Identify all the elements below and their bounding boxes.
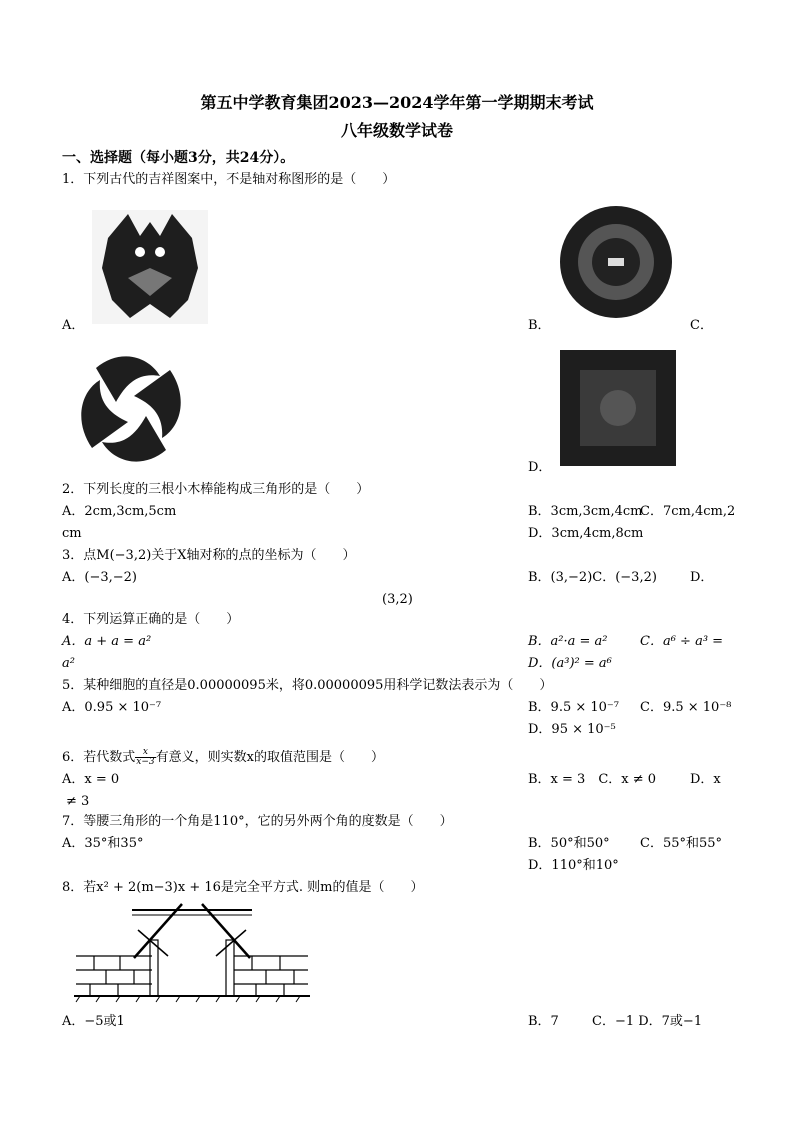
question-1-option-d[interactable]: D．: [528, 460, 552, 475]
question-4-option-c[interactable]: C．a⁶ ÷ a³ =: [640, 634, 724, 649]
question-6-stem: [62, 748, 384, 767]
question-3-option-d-continued: (3,2): [382, 592, 413, 607]
question-4-option-a[interactable]: A．a + a = a²: [62, 634, 152, 649]
question-6-option-d-continued: ≠ 3: [66, 794, 90, 809]
question-8-stem: 8．若x² + 2(m−3)x + 16是完全平方式. 则m的值是（ ）: [62, 880, 424, 895]
question-2-stem: 2．下列长度的三根小木棒能构成三角形的是（ ）: [62, 482, 370, 497]
question-6-fraction: [135, 748, 155, 767]
question-4-option-b[interactable]: B．a²·a = a²: [528, 634, 608, 649]
question-8-option-a[interactable]: A．−5或1: [62, 1014, 125, 1029]
question-4-option-c-continued: a²: [62, 656, 75, 671]
question-8-option-c-d[interactable]: C．−1 D．7或−1: [592, 1014, 703, 1029]
question-1-stem: 1．下列古代的吉祥图案中，不是轴对称图形的是（ ）: [62, 172, 396, 187]
question-7-option-a[interactable]: A．35°和35°: [62, 836, 144, 851]
brick-wall-gate-figure: [72, 900, 312, 1006]
question-3-option-a[interactable]: A．(−3,−2): [62, 570, 137, 585]
question-1-option-a[interactable]: A．: [62, 318, 85, 333]
question-1-option-b[interactable]: B．: [528, 318, 551, 333]
question-5-option-a[interactable]: A．0.95 × 10⁻⁷: [62, 700, 162, 715]
exam-title: 第五中学教育集团2023—2024学年第一学期期末考试: [200, 93, 594, 112]
fraction-denominator: x−3: [136, 757, 155, 767]
question-4-option-d[interactable]: D．(a³)² = a⁶: [528, 656, 612, 671]
question-7-option-d[interactable]: D．110°和10°: [528, 858, 619, 873]
question-4-stem: 4．下列运算正确的是（ ）: [62, 612, 240, 627]
question-7-option-b[interactable]: B．50°和50°: [528, 836, 610, 851]
auspicious-pattern-b: [555, 200, 677, 324]
auspicious-pattern-c: [74, 346, 192, 472]
question-2-option-c-continued: cm: [62, 526, 82, 541]
question-3-option-b-c[interactable]: B．(3,−2)C．(−3,2): [528, 570, 657, 585]
question-6-option-b-c[interactable]: B．x = 3 C．x ≠ 0: [528, 772, 657, 787]
question-2-option-c[interactable]: C．7cm,4cm,2: [640, 504, 736, 519]
question-2-option-d[interactable]: D．3cm,4cm,8cm: [528, 526, 644, 541]
question-6-stem-suffix: 有意义，则实数x的取值范围是（ ）: [155, 750, 384, 765]
section-heading: 一、选择题（每小题3分，共24分）。: [62, 150, 295, 166]
question-6-stem-prefix: 6．若代数式: [62, 750, 136, 765]
question-8-option-b[interactable]: B．7: [528, 1014, 559, 1029]
question-3-stem: 3．点M(−3,2)关于X轴对称的点的坐标为（ ）: [62, 548, 356, 563]
fraction-numerator: x: [135, 748, 155, 758]
question-5-option-c[interactable]: C．9.5 × 10⁻⁸: [640, 700, 732, 715]
question-1-option-c[interactable]: C．: [690, 318, 713, 333]
exam-subtitle: 八年级数学试卷: [340, 121, 453, 140]
question-3-option-d[interactable]: D．: [690, 570, 714, 585]
question-2-option-a[interactable]: A．2cm,3cm,5cm: [62, 504, 177, 519]
question-6-option-d[interactable]: D．x: [690, 772, 721, 787]
auspicious-pattern-a: [88, 208, 212, 326]
auspicious-pattern-d: [556, 346, 680, 470]
question-5-stem: 5．某种细胞的直径是0.00000095米，将0.00000095用科学记数法表示为（ ）: [62, 678, 553, 693]
question-5-option-b[interactable]: B．9.5 × 10⁻⁷: [528, 700, 620, 715]
question-2-option-b[interactable]: B．3cm,3cm,4cm: [528, 504, 643, 519]
question-5-option-d[interactable]: D．95 × 10⁻⁵: [528, 722, 616, 737]
question-7-option-c[interactable]: C．55°和55°: [640, 836, 723, 851]
question-7-stem: 7．等腰三角形的一个角是110°，它的另外两个角的度数是（ ）: [62, 814, 453, 829]
question-6-option-a[interactable]: A．x = 0: [62, 772, 120, 787]
